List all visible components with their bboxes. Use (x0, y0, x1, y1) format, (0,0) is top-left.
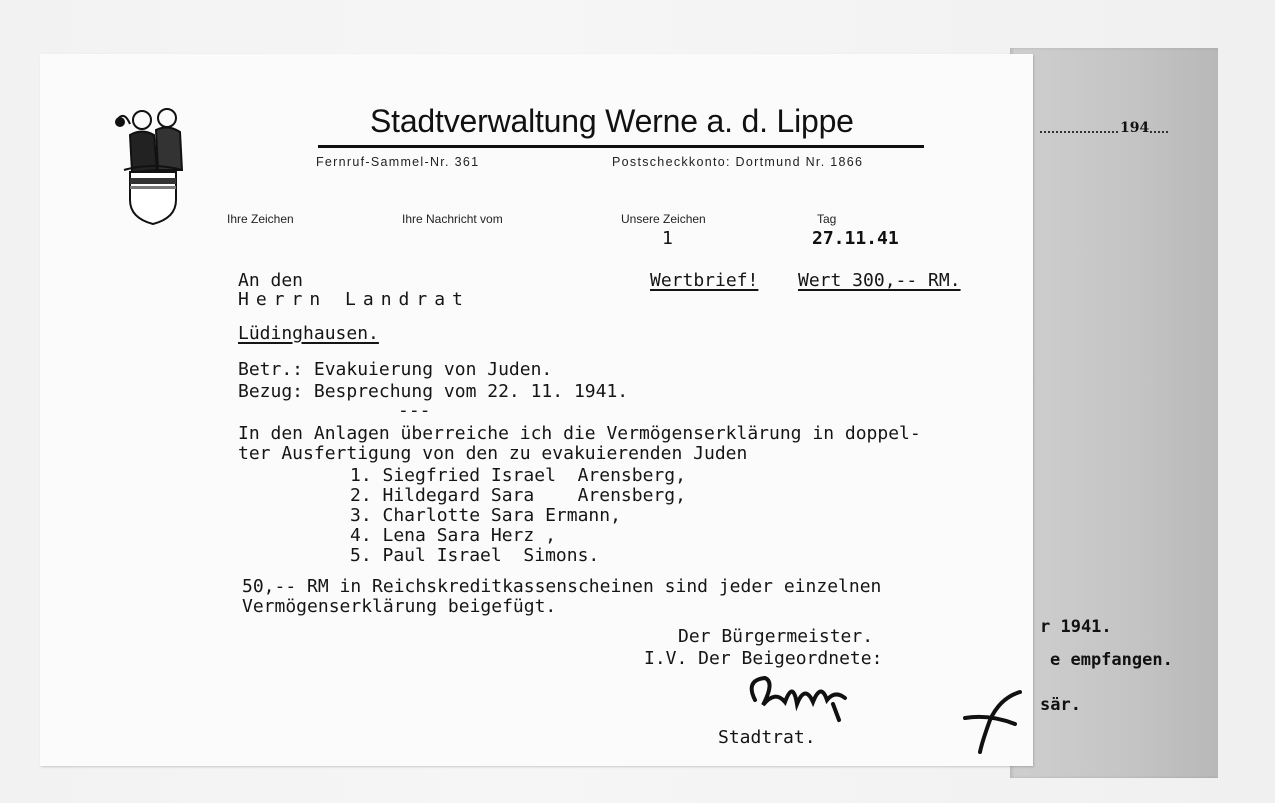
body-line-2: ter Ausfertigung von den zu evakuierenden Juden (238, 443, 748, 464)
recipient-line-1: An den (238, 270, 304, 291)
subject-bezug: Bezug: Besprechung vom 22. 11. 1941. (238, 381, 629, 402)
body-line-1: In den Anlagen überreiche ich die Vermögenserklärung in doppel- (238, 423, 921, 444)
recipient-line-3: Lüdinghausen. (238, 323, 379, 344)
subject-betr: Betr.: Evakuierung von Juden. (238, 359, 553, 380)
recipient-line-2: Herrn Landrat (238, 289, 470, 310)
signature-title: Der Bürgermeister. (678, 626, 874, 647)
letterhead-postal-account: Postscheckkonto: Dortmund Nr. 1866 (612, 155, 864, 169)
list-item: 5. Paul Israel Simons. (350, 545, 600, 566)
list-item: 3. Charlotte Sara Ermann, (350, 505, 621, 526)
signature-deputy: I.V. Der Beigeordnete: (644, 648, 883, 669)
letterhead-rule (318, 145, 924, 148)
underlying-fragment-sar: sär. (1040, 695, 1081, 715)
letterhead-title: Stadtverwaltung Werne a. d. Lippe (370, 103, 854, 139)
list-item: 1. Siegfried Israel Arensberg, (350, 465, 686, 486)
handwritten-initial (960, 680, 1035, 760)
underlying-fragment-1941: r 1941. (1040, 617, 1112, 637)
tag-label: Tag (817, 212, 837, 226)
wert-notice: Wert 300,-- RM. (798, 270, 961, 291)
underlying-fragment-empfangen: e empfangen. (1050, 650, 1173, 670)
closing-line-2: Vermögenserklärung beigefügt. (242, 596, 557, 617)
unsere-zeichen-label: Unsere Zeichen (621, 212, 706, 226)
list-item: 2. Hildegard Sara Arensberg, (350, 485, 686, 506)
coat-of-arms-logo (112, 100, 194, 226)
unsere-zeichen-value: 1 (662, 228, 673, 249)
closing-line-1: 50,-- RM in Reichskreditkassenscheinen sind jeder einzelnen (242, 576, 882, 597)
list-item: 4. Lena Sara Herz , (350, 525, 556, 546)
ihre-zeichen-label: Ihre Zeichen (227, 212, 294, 226)
page-number-leader-right (1150, 131, 1168, 133)
letterhead-phone: Fernruf-Sammel-Nr. 361 (316, 155, 480, 169)
handwritten-signature (735, 660, 875, 730)
ihre-nachricht-label: Ihre Nachricht vom (402, 212, 503, 226)
wertbrief-notice: Wertbrief! (650, 270, 759, 291)
page-number: 194 (1120, 120, 1150, 136)
tag-value: 27.11.41 (812, 228, 899, 249)
page-number-leader-left (1040, 131, 1118, 133)
subject-separator: --- (398, 400, 431, 421)
signature-stadtrat: Stadtrat. (718, 727, 816, 748)
